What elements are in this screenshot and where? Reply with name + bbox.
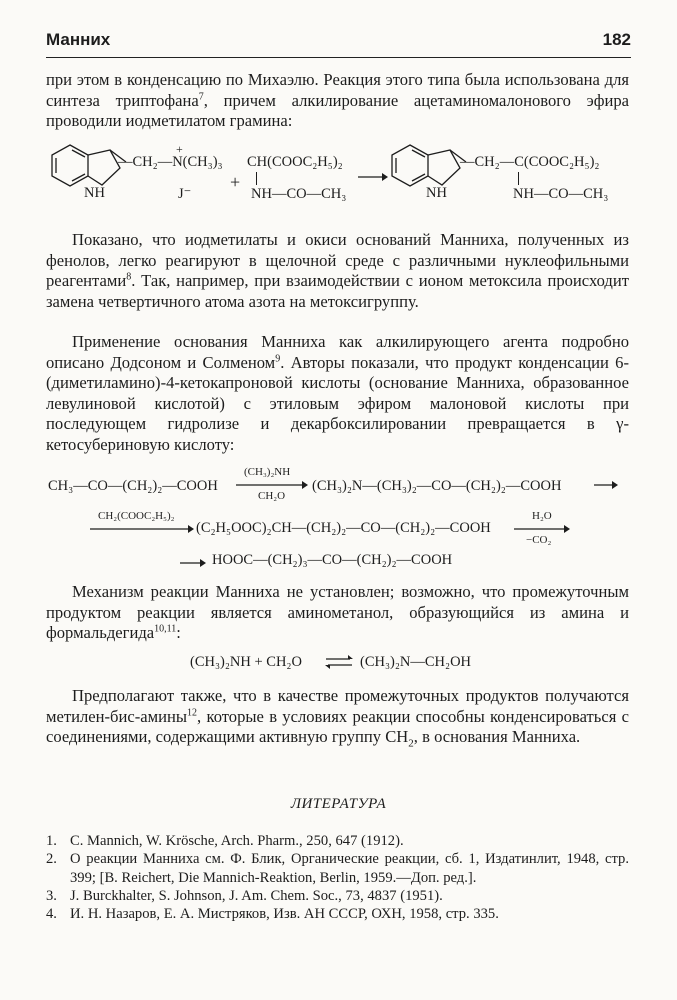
- indole-nh-1: NH: [84, 185, 105, 201]
- paragraph-1: при этом в конденсацию по Михаэлю. Реакция этого типа была использована для синтеза триптофана$^7$, причем алкилирование ацетаминомалонового эфира проводили иодметилатом грамина:: [46, 70, 629, 131]
- eq2-arrow-4: [180, 558, 206, 568]
- eq2-arrow3-bottom: −CO₂: [526, 534, 552, 546]
- eq2-arrow-continue: [594, 480, 618, 490]
- header-rule: [46, 57, 631, 58]
- eq2-arrow-2: [90, 524, 194, 534]
- malonate-top: CH(COOC₂H₅)₂: [247, 154, 343, 170]
- reference-item: 4. И. Н. Назаров, Е. А. Мистряков, Изв. АН СССР, ОХН, 1958, стр. 335.: [46, 906, 499, 923]
- eq2-arrow-3: [514, 524, 570, 534]
- running-title: Манних: [46, 30, 111, 49]
- eq2-arrow-1: [236, 480, 308, 490]
- bond-line: [256, 172, 257, 185]
- literature-heading: ЛИТЕРАТУРА: [290, 796, 387, 812]
- eq3-left: (CH₃)₂NH + CH₂O: [190, 654, 302, 670]
- indole-ring-1: [40, 140, 140, 220]
- reference-item: 3. J. Burckhalter, S. Johnson, J. Am. Chem. Soc., 73, 4837 (1951).: [46, 887, 443, 904]
- eq3-right: (CH₃)₂N—CH₂OH: [360, 654, 472, 670]
- n-plus-charge: +: [176, 142, 183, 156]
- eq2-arrow1-bottom: CH₂O: [258, 490, 286, 502]
- eq2-line1-right: (CH₃)₂N—(CH₃)₂—CO—(CH₂)₂—COOH: [312, 478, 562, 494]
- iodide-anion: J⁻: [178, 186, 192, 202]
- malonate-bottom: NH—CO—CH₃: [251, 186, 347, 202]
- page-header: [46, 30, 631, 56]
- page-number: 182: [602, 30, 631, 49]
- eq2-arrow2-top: CH₂(COOC₂H₅)₂: [98, 510, 175, 522]
- paragraph-4: Механизм реакции Манниха не установлен; возможно, что промежуточным продуктом реакции является аминометанол, образующийся из амина и формальдегида$^{10,11}$:: [46, 582, 629, 643]
- indole-ring-2: [380, 140, 480, 220]
- product-substituent: —CH₂—C(COOC₂H₅)₂: [460, 154, 600, 170]
- paragraph-3: Применение основания Манниха как алкилирующего агента подробно описано Додсоном и Солменом$^9$. Авторы показали, что продукт конденсации 6-(диметиламино)-4-кетокапроновой кислоты (основание Манниха, образованное левулиновой кислотой) с этиловым эфиром малоновой кислоты при последующем гидролизе и декарбоксилировании превращается в γ-кетосубериновую кислоту:: [46, 332, 629, 454]
- eq2-line3: HOOC—(CH₂)₃—CO—(CH₂)₂—COOH: [212, 552, 453, 568]
- reference-item: 1. C. Mannich, W. Krösche, Arch. Pharm., 250, 647 (1912).: [46, 833, 404, 849]
- product-bond-line: [518, 172, 519, 185]
- gramine-substituent: —CH₂—N(CH₃)₃: [118, 154, 223, 170]
- eq2-line2: (C₂H₅OOC)₂CH—(CH₂)₂—CO—(CH₂)₂—COOH: [196, 520, 491, 536]
- reference-list: [46, 832, 629, 923]
- eq2-line1-left: CH₃—CO—(CH₂)₂—COOH: [48, 478, 218, 494]
- eq2-arrow1-top: (CH₃)₂NH: [244, 466, 291, 478]
- eq2-arrow3-top: H₂O: [532, 510, 552, 522]
- product-bottom: NH—CO—CH₃: [513, 186, 609, 202]
- paragraph-5: Предполагают также, что в качестве промежуточных продуктов получаются метилен-бис-амины$^{12}$, которые в условиях реакции способны конденсироваться с соединениями, содержащими активную группу $CH_2$, в основания Манниха.: [46, 686, 629, 750]
- reference-item: 2. О реакции Манниха см. Ф. Блик, Органические реакции, сб. 1, Издатинлит, 1948, стр. 399; [B. Reichert, Die Mannich-Reaktion, Berlin, 1959.—Доп. ред.].: [46, 851, 629, 886]
- paragraph-2: Показано, что иодметилаты и окиси оснований Манниха, полученных из фенолов, легко реагируют в щелочной среде с различными нуклеофильными реагентами$^8$. Так, например, при взаимодействии с ионом метоксила происходит замена четвертичного атома азота на метоксигруппу.: [46, 230, 629, 311]
- equilibrium-arrows: [324, 654, 354, 670]
- indole-nh-2: NH: [426, 185, 447, 201]
- plus-sign: +: [230, 172, 241, 192]
